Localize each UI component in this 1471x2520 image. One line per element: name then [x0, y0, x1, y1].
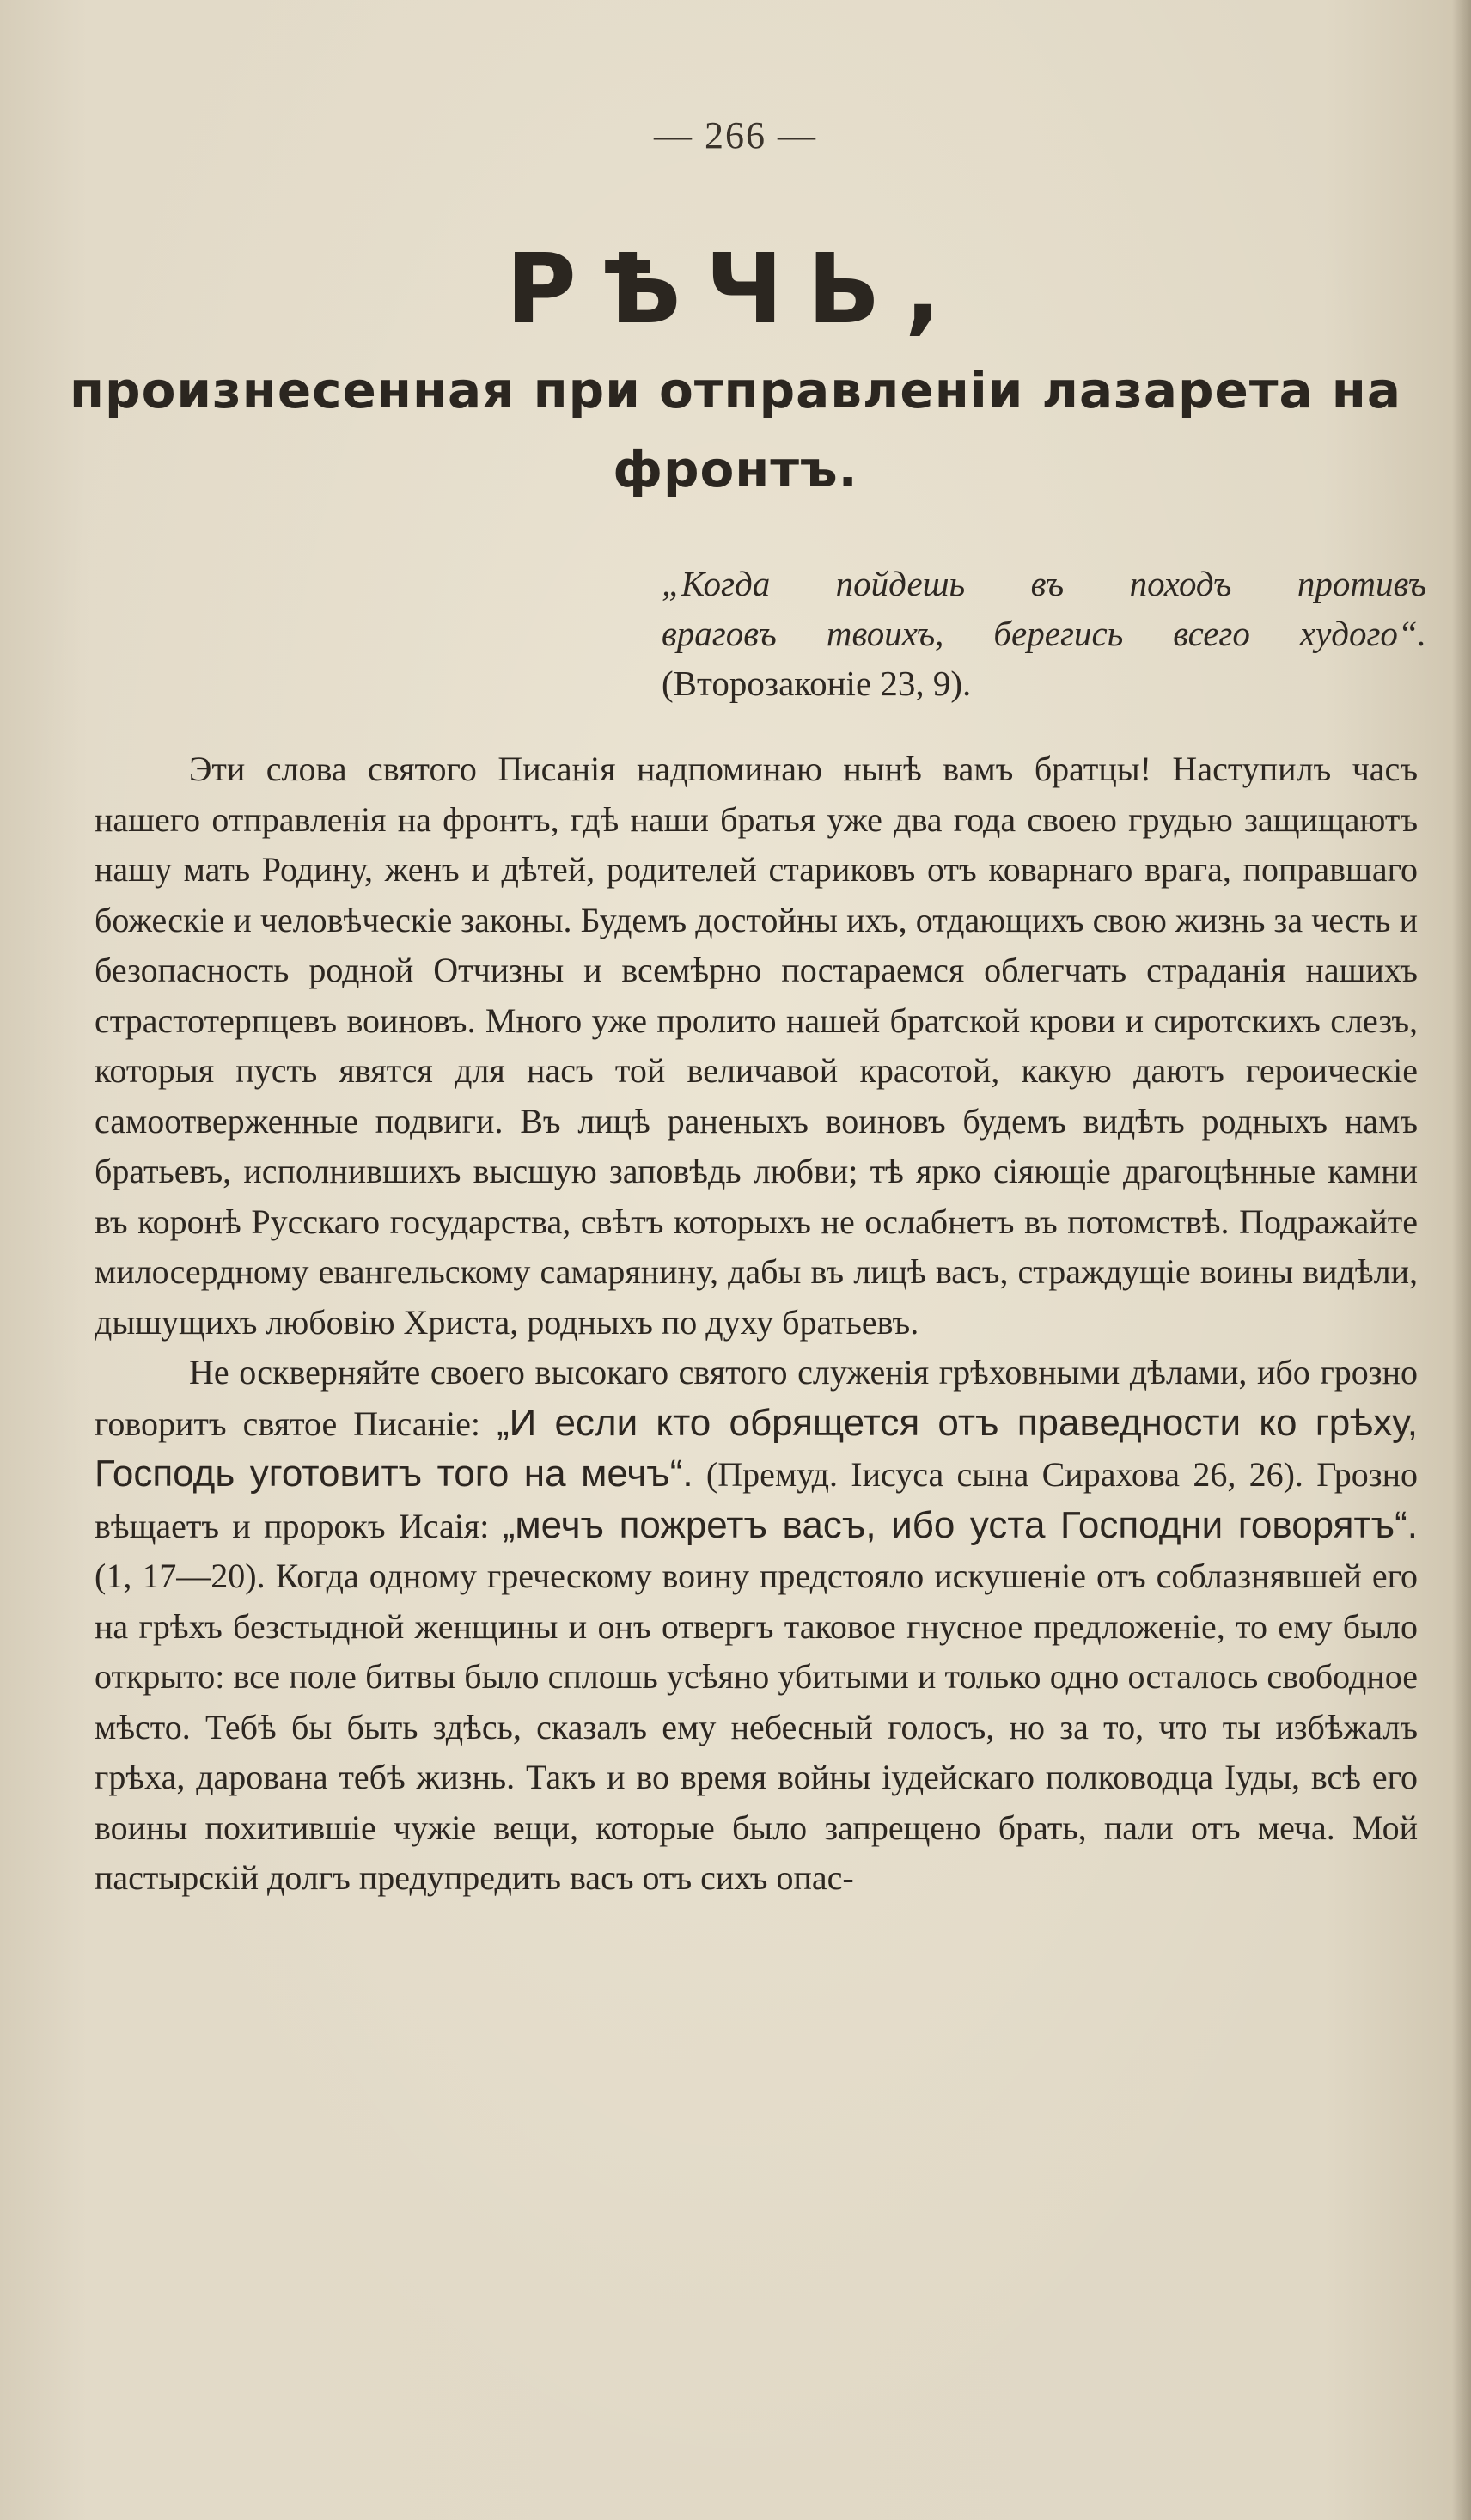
paragraph-2 [95, 1348, 1418, 1904]
page-title: РѢЧЬ, [505, 234, 966, 346]
epigraph-line-1: „Когда пойдешь въ походъ противъ [662, 564, 1426, 603]
page-number: — 266 — [654, 114, 817, 156]
paragraph-2-text-3: (1, 17—20). Когда одному греческому воину предстояло искушеніе отъ соблазнявшей его на грѣхъ безстыдной женщины и онъ отвергъ таковое гнусное предложеніе, то ему было открыто: все поле битвы было сплошь усѣяно убитыми и только одно осталось свободное мѣсто. Тебѣ бы быть здѣсь, сказалъ ему небесный голосъ, но за то, что ты избѣжалъ грѣха, дарована тебѣ жизнь. Такъ и во время войны іудейскаго полководца Іуды, всѣ его воины похитившіе чужіе вещи, которые было запрещено брать, пали отъ меча. Мой пастырскій долгъ предупредить васъ отъ сихъ опас- [95, 1557, 1418, 1897]
paragraph-2-text-2: (Премуд. Іисуса сына Сирахова 26, 26). Грозно вѣщаетъ и пророкъ Исаія: [95, 1455, 1419, 1545]
body-text [95, 744, 1418, 1904]
paragraph-1: Эти слова святого Писанія надпоминаю нынѣ вамъ братцы! Наступилъ часъ нашего отправленія на фронтъ, гдѣ наши братья уже два года своею грудью защищаютъ нашу мать Родину, женъ и дѣтей, родителей стариковъ отъ коварнаго врага, поправшаго божескіе и человѣческіе законы. Будемъ достойны ихъ, отдающихъ свою жизнь за честь и безопасность родной Отчизны и всемѣрно постараемся облегчать страданія нашихъ страстотерпцевъ воиновъ. Много уже пролито нашей братской крови и сиротскихъ слезъ, которыя пусть явятся для насъ той величавой красотой, какую даютъ героическіе самоотверженные подвиги. Въ лицѣ раненыхъ воиновъ будемъ видѣть родныхъ намъ братьевъ, исполнившихъ высшую заповѣдь любви; тѣ ярко сіяющіе драгоцѣнные камни въ коронѣ Русскаго государства, свѣтъ которыхъ не ослабнетъ въ потомствѣ. Подражайте милосердному евангельскому самарянину, дабы въ лицѣ васъ, страждущіе воины видѣли, дышущихъ любовію Христа, родныхъ по духу братьевъ. [95, 749, 1418, 1342]
page-subtitle: произнесенная при отправленіи лазарета на фронтъ. [69, 361, 1402, 498]
paragraph-2-text-1: Не оскверняйте своего высокаго святого служенія грѣховными дѣлами, ибо грозно говоритъ святое Писаніе: [95, 1353, 1418, 1443]
scripture-quote-1: „И если кто обрящется отъ праведности ко грѣху, Господь уготовитъ того на мечъ“. [95, 1401, 1418, 1495]
epigraph [662, 559, 1426, 708]
epigraph-source: (Второзаконіе 23, 9). [662, 664, 972, 703]
epigraph-line-2: враговъ твоихъ, берегись всего худого“. [662, 614, 1426, 653]
page-edge-shadow [1452, 0, 1471, 2520]
scripture-quote-2: „мечъ пожретъ васъ, ибо уста Господни говорятъ“. [502, 1503, 1419, 1546]
